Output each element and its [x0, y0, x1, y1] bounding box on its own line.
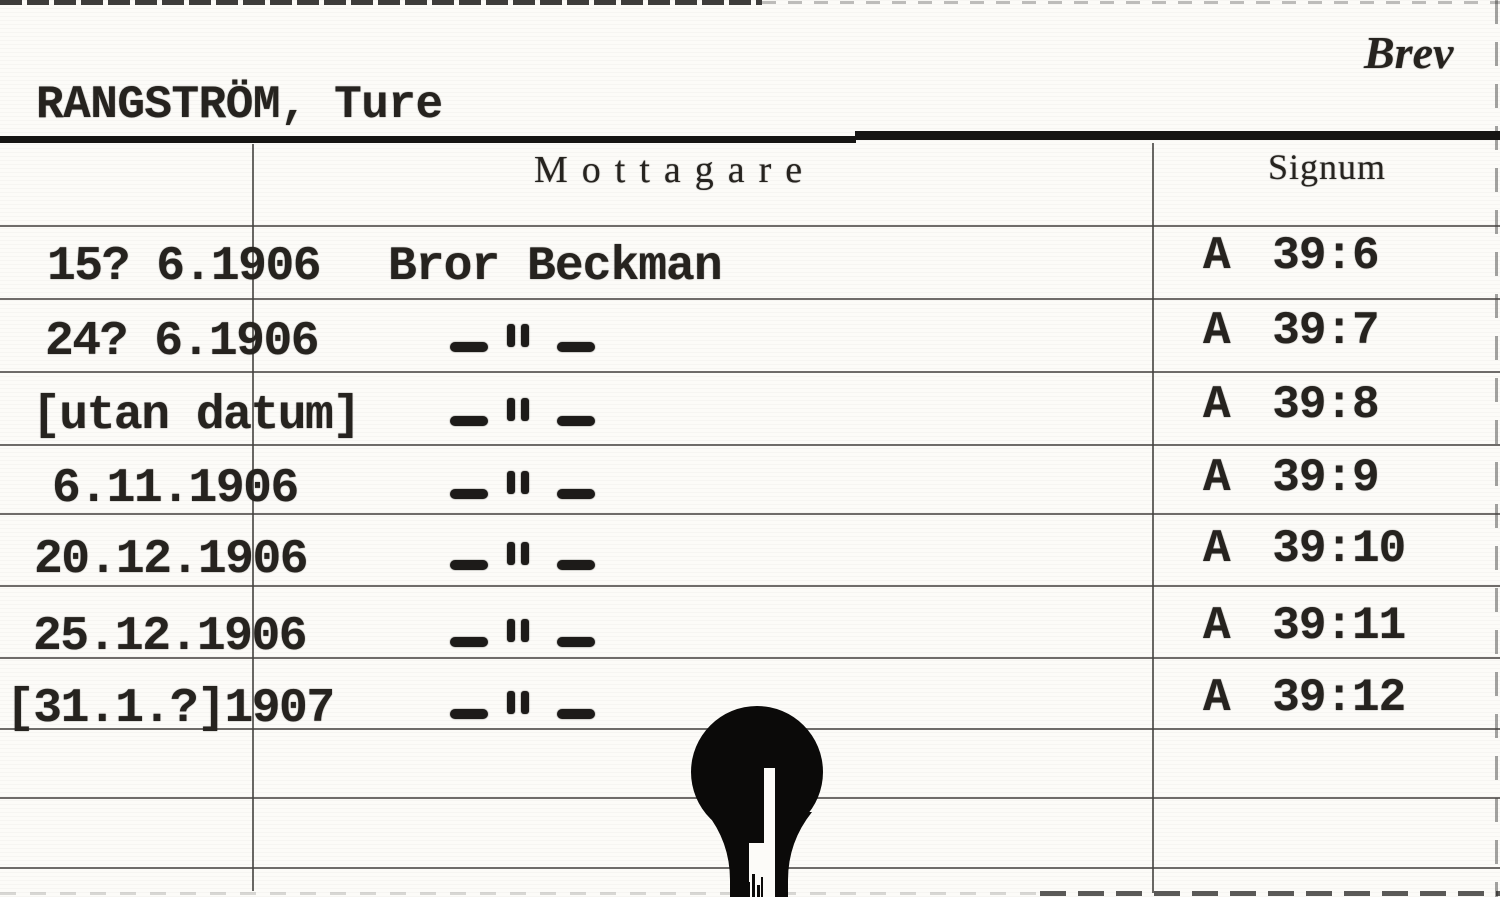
date-cell: [31.1.?]1907: [6, 682, 334, 736]
date-cell: 6.11.1906: [52, 462, 298, 516]
signum-cell: A 39:11: [1203, 600, 1406, 652]
signum-cell: A 39:7: [1203, 305, 1379, 357]
date-cell: 20.12.1906: [34, 533, 308, 587]
card-type-label: Brev: [1364, 27, 1454, 78]
date-cell: 15? 6.1906: [47, 240, 321, 294]
column-header-mottagare: Mottagare: [534, 149, 817, 191]
column-header-signum: Signum: [1268, 147, 1387, 187]
signum-cell: A 39:12: [1203, 672, 1406, 724]
recipient-cell: Bror Beckman: [388, 240, 722, 294]
signum-cell: A 39:10: [1203, 523, 1406, 575]
card-title: RANGSTRÖM, Ture: [36, 79, 443, 131]
signum-cell: A 39:9: [1203, 452, 1379, 504]
signum-cell: A 39:6: [1203, 230, 1379, 282]
date-cell: 24? 6.1906: [45, 315, 319, 369]
signum-cell: A 39:8: [1203, 379, 1379, 431]
date-cell: [utan datum]: [32, 389, 360, 443]
date-cell: 25.12.1906: [33, 610, 307, 664]
